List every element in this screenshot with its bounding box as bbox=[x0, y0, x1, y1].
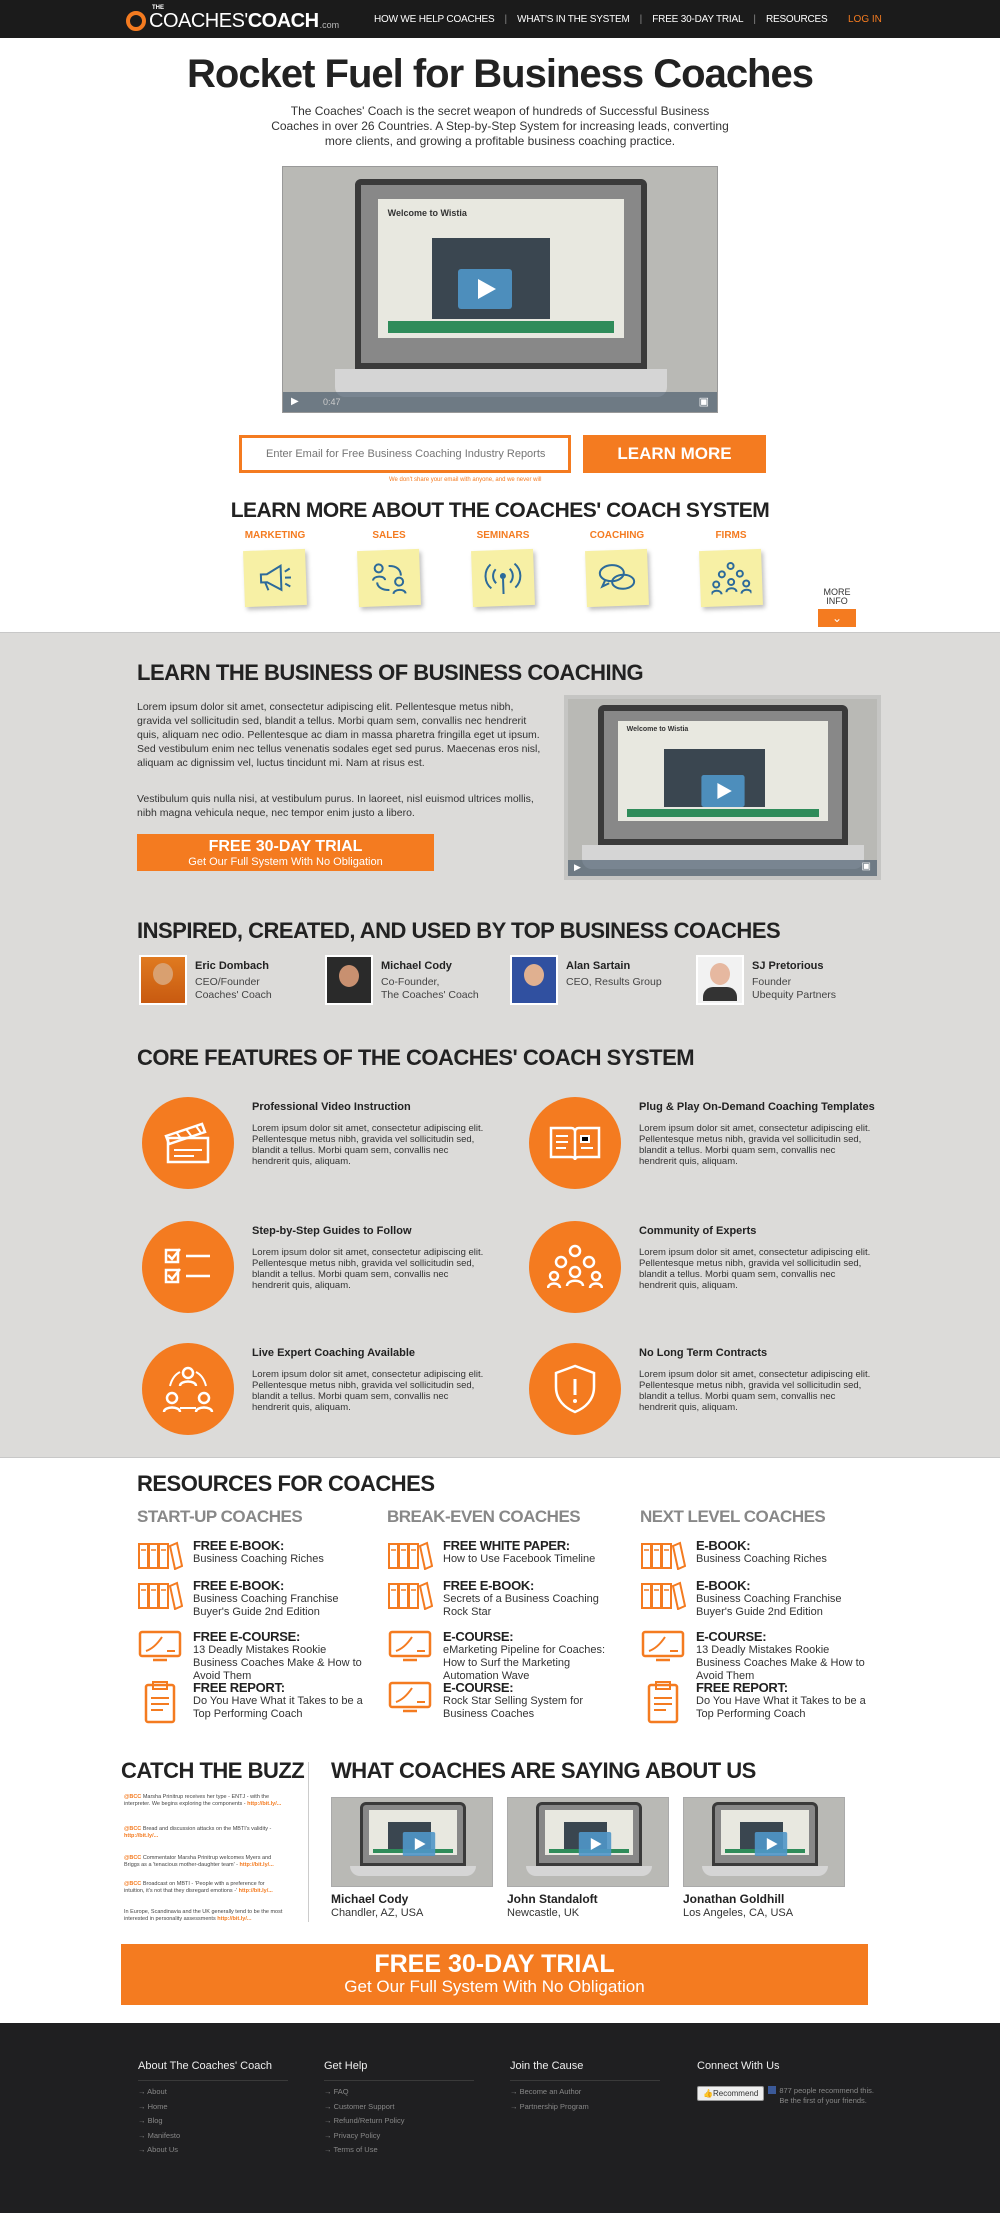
footer-link[interactable]: → Blog bbox=[138, 2116, 163, 2125]
video-inner-title: Welcome to Wistia bbox=[387, 207, 467, 218]
nav-separator: | bbox=[753, 13, 756, 25]
team-icon bbox=[699, 549, 763, 607]
footer-connect-heading: Connect With Us bbox=[697, 2060, 780, 2072]
trial-button-sub: Get Our Full System With No Obligation bbox=[188, 856, 383, 868]
logo-text-2: COACH bbox=[247, 10, 319, 32]
chat-bubbles-icon bbox=[585, 549, 649, 607]
resource-item[interactable] bbox=[137, 1578, 367, 1628]
learn-section-title: LEARN THE BUSINESS OF BUSINESS COACHING bbox=[137, 660, 644, 685]
trial-button-main: FREE 30-DAY TRIAL bbox=[208, 838, 363, 855]
resource-type: FREE E-BOOK: bbox=[443, 1578, 535, 1593]
coach-role bbox=[566, 976, 662, 989]
resource-type: FREE E-BOOK: bbox=[193, 1578, 285, 1593]
footer-link-label: Privacy Policy bbox=[333, 2130, 381, 2140]
play-icon[interactable] bbox=[403, 1832, 435, 1856]
avatar bbox=[139, 955, 187, 1005]
coach-role-line: Coaches' Coach bbox=[195, 989, 272, 1001]
resource-title[interactable]: 13 Deadly Mistakes Rookie Business Coaches Make & How to Avoid Them bbox=[696, 1644, 865, 1682]
books-icon bbox=[640, 1578, 686, 1614]
coach-role bbox=[752, 976, 836, 1002]
footer-link[interactable]: → Home bbox=[138, 2101, 168, 2111]
recommend-label: Recommend bbox=[712, 2089, 759, 2098]
avatar bbox=[696, 955, 744, 1005]
more-info-label-2: INFO bbox=[826, 596, 848, 606]
buzz-text: In Europe, Scandinavia and the UK generally tend to be the most interested in personality assessments bbox=[124, 1909, 283, 1922]
footer-link[interactable]: → About Us bbox=[138, 2145, 179, 2154]
screen-icon bbox=[640, 1629, 686, 1665]
footer-link-label: Refund/Return Policy bbox=[333, 2116, 405, 2125]
learn-video-player[interactable] bbox=[564, 695, 881, 880]
resource-item[interactable] bbox=[137, 1629, 367, 1682]
shield-alert-icon bbox=[529, 1343, 621, 1435]
footer-heading: About The Coaches' Coach bbox=[138, 2060, 288, 2081]
feature-text: Lorem ipsum dolor sit amet, consectetur adipiscing elit. Pellentesque metus nibh, gravida vel sollicitudin sed, blandit a tellus. Morbi quam sem, convallis nec hendrerit quis, aliquam. bbox=[639, 1123, 871, 1167]
footer-link[interactable]: → Become an Author bbox=[510, 2087, 582, 2096]
clipboard-icon bbox=[137, 1680, 183, 1716]
nav-links bbox=[374, 0, 828, 38]
books-icon bbox=[387, 1578, 433, 1614]
recommend-text: 877 people recommend this. Be the first of your friends. bbox=[779, 2086, 874, 2105]
buzz-text: Commentator Marsha Prinitrup welcomes Myers and Briggs as a 'tenacious mother-daughter team' - bbox=[124, 1855, 272, 1868]
footer-link[interactable]: → Partnership Program bbox=[510, 2101, 589, 2111]
video-controls bbox=[283, 392, 717, 412]
buzz-link[interactable]: http://bit.ly/... bbox=[238, 1888, 273, 1894]
coach-card bbox=[325, 955, 505, 1005]
footer-link-label: About bbox=[147, 2087, 167, 2096]
resource-item[interactable] bbox=[640, 1680, 870, 1730]
buzz-item bbox=[124, 1826, 284, 1840]
resource-type: FREE REPORT: bbox=[193, 1680, 285, 1695]
footer-link-label: FAQ bbox=[333, 2087, 349, 2096]
resources-column-heading: START-UP COACHES bbox=[137, 1507, 303, 1526]
buzz-handle[interactable]: @BCC bbox=[124, 1881, 142, 1887]
coach-role bbox=[195, 976, 272, 1002]
laptop-keyboard bbox=[526, 1866, 652, 1876]
coach-role-line: The Coaches' Coach bbox=[381, 989, 479, 1001]
small-play-icon[interactable]: ▶ bbox=[574, 862, 581, 872]
system-item-label: COACHING bbox=[589, 530, 645, 541]
buzz-handle[interactable]: @BCC bbox=[124, 1855, 142, 1861]
resource-item[interactable] bbox=[640, 1629, 870, 1682]
laptop-keyboard bbox=[702, 1866, 828, 1876]
resource-type: FREE WHITE PAPER: bbox=[443, 1538, 570, 1553]
hero-title: Rocket Fuel for Business Coaches bbox=[187, 52, 813, 96]
footer-link-label: About Us bbox=[147, 2145, 179, 2154]
more-info-label-1: MORE bbox=[823, 587, 851, 597]
coach-card bbox=[696, 955, 876, 1005]
system-item-label: FIRMS bbox=[715, 530, 747, 541]
resource-type: E-COURSE: bbox=[696, 1629, 767, 1644]
resource-title[interactable]: Rock Star Selling System for Business Coaches bbox=[443, 1695, 583, 1720]
system-item-firms[interactable] bbox=[696, 530, 766, 606]
clapperboard-icon bbox=[142, 1097, 234, 1189]
logo-the: THE bbox=[152, 5, 164, 11]
footer-column bbox=[324, 2060, 474, 2158]
buzz-item bbox=[124, 1881, 284, 1895]
coach-role-line: CEO, Results Group bbox=[566, 976, 662, 988]
buzz-item bbox=[124, 1855, 284, 1869]
resources-title: RESOURCES FOR COACHES bbox=[137, 1471, 435, 1496]
feature-text: Lorem ipsum dolor sit amet, consectetur adipiscing elit. Pellentesque metus nibh, gravida vel sollicitudin sed, blandit a tellus. Morbi quam sem, convallis nec hendrerit quis, aliquam. bbox=[639, 1369, 871, 1413]
screen-icon bbox=[137, 1629, 183, 1665]
system-item-seminars[interactable] bbox=[468, 530, 538, 606]
buzz-handle[interactable]: @BCC bbox=[124, 1826, 142, 1832]
features-section-title: CORE FEATURES OF THE COACHES' COACH SYSTEM bbox=[137, 1045, 695, 1070]
footer-link-label: Partnership Program bbox=[519, 2101, 589, 2111]
footer-link-label: Become an Author bbox=[519, 2087, 582, 2096]
nav-separator: | bbox=[639, 13, 643, 25]
play-icon[interactable] bbox=[701, 775, 744, 807]
feature-title: Community of Experts bbox=[639, 1225, 757, 1237]
footer-link[interactable]: → About bbox=[138, 2087, 167, 2096]
checklist-icon bbox=[142, 1221, 234, 1313]
resources-column-heading: NEXT LEVEL COACHES bbox=[640, 1507, 826, 1526]
nav-link-resources[interactable]: RESOURCES bbox=[765, 13, 828, 25]
footer-connect bbox=[697, 2060, 877, 2106]
books-icon bbox=[137, 1578, 183, 1614]
resource-item[interactable] bbox=[387, 1629, 617, 1682]
coach-name: Alan Sartain bbox=[566, 960, 631, 972]
buzz-title: CATCH THE BUZZ bbox=[121, 1758, 305, 1783]
testimonials-title: WHAT COACHES ARE SAYING ABOUT US bbox=[331, 1758, 756, 1783]
system-item-label: SEMINARS bbox=[476, 530, 530, 541]
big-free-trial-button[interactable] bbox=[121, 1944, 868, 2005]
resource-type: E-COURSE: bbox=[443, 1680, 514, 1695]
resource-item[interactable] bbox=[387, 1680, 617, 1730]
nav-separator: | bbox=[504, 13, 508, 25]
resource-title[interactable]: How to Use Facebook Timeline bbox=[443, 1553, 596, 1565]
resource-type: FREE E-COURSE: bbox=[193, 1629, 301, 1644]
system-item-sales[interactable] bbox=[354, 530, 424, 606]
footer-link[interactable]: → Customer Support bbox=[324, 2101, 395, 2111]
play-icon[interactable] bbox=[755, 1832, 787, 1856]
footer-link-label: Home bbox=[147, 2101, 168, 2111]
top-nav bbox=[0, 0, 1000, 38]
testimonial-video[interactable] bbox=[507, 1797, 669, 1887]
footer-link[interactable]: → Terms of Use bbox=[324, 2145, 378, 2154]
coach-role-line: Founder bbox=[752, 976, 792, 988]
nav-link-whats-in-system[interactable]: WHAT'S IN THE SYSTEM bbox=[517, 13, 630, 25]
coach-card bbox=[139, 955, 319, 1005]
coaches-section-title: INSPIRED, CREATED, AND USED BY TOP BUSINESS COACHES bbox=[137, 918, 781, 943]
resource-type: FREE E-BOOK: bbox=[193, 1538, 285, 1553]
books-icon bbox=[387, 1538, 433, 1574]
fullscreen-icon[interactable]: ▣ bbox=[698, 396, 709, 408]
fullscreen-icon[interactable]: ▣ bbox=[861, 861, 871, 872]
feature-title: Live Expert Coaching Available bbox=[252, 1347, 416, 1359]
footer-column bbox=[510, 2060, 660, 2114]
nav-link-free-trial[interactable]: FREE 30-DAY TRIAL bbox=[652, 13, 744, 25]
footer-link-label: Customer Support bbox=[333, 2101, 395, 2111]
video-green-bar bbox=[627, 809, 820, 817]
resource-title[interactable]: Business Coaching Riches bbox=[193, 1553, 324, 1565]
coaching-cycle-icon bbox=[142, 1343, 234, 1435]
coach-role-line: Co-Founder, bbox=[381, 976, 440, 988]
people-exchange-icon bbox=[357, 549, 421, 607]
books-icon bbox=[640, 1538, 686, 1574]
testimonial-video[interactable] bbox=[683, 1797, 845, 1887]
coach-role-line: Ubequity Partners bbox=[752, 989, 837, 1001]
coach-name: Eric Dombach bbox=[195, 960, 269, 972]
logo-ring-icon bbox=[126, 11, 146, 31]
learn-more-button[interactable]: LEARN MORE bbox=[583, 435, 766, 473]
video-time: 0:47 bbox=[323, 397, 341, 407]
system-item-label: MARKETING bbox=[244, 530, 306, 541]
feature-text: Lorem ipsum dolor sit amet, consectetur adipiscing elit. Pellentesque metus nibh, gravida vel sollicitudin sed, blandit a tellus. Morbi quam sem, convallis nec hendrerit quis, aliquam. bbox=[252, 1247, 484, 1291]
books-icon bbox=[137, 1538, 183, 1574]
resource-title[interactable]: Do You Have What it Takes to be a Top Performing Coach bbox=[193, 1695, 363, 1720]
coach-role bbox=[381, 976, 479, 1002]
avatar bbox=[325, 955, 373, 1005]
laptop-keyboard bbox=[350, 1866, 476, 1876]
buzz-link[interactable]: http://bit.ly/... bbox=[239, 1862, 274, 1868]
footer-link-label: Terms of Use bbox=[333, 2145, 378, 2154]
email-input[interactable] bbox=[239, 435, 571, 473]
login-link[interactable]: LOG IN bbox=[848, 14, 882, 25]
footer-link[interactable]: → FAQ bbox=[324, 2087, 349, 2096]
megaphone-icon bbox=[243, 549, 307, 607]
clipboard-icon bbox=[640, 1680, 686, 1716]
buzz-link[interactable]: http://bit.ly/... bbox=[247, 1801, 282, 1807]
big-trial-sub: Get Our Full System With No Obligation bbox=[344, 1977, 645, 1996]
buzz-text: Marsha Prinitrup receives her type - ENTJ - with the interpreter. We begins exploring the components - bbox=[124, 1794, 270, 1807]
resources-column-heading: BREAK-EVEN COACHES bbox=[387, 1507, 581, 1526]
footer-link-label: Manifesto bbox=[147, 2130, 181, 2140]
screen-icon bbox=[387, 1680, 433, 1716]
resource-title[interactable]: Business Coaching Riches bbox=[696, 1553, 827, 1565]
avatar bbox=[510, 955, 558, 1005]
footer-heading: Get Help bbox=[324, 2060, 474, 2081]
resource-title[interactable]: Do You Have What it Takes to be a Top Performing Coach bbox=[696, 1695, 866, 1720]
more-info-button[interactable] bbox=[818, 588, 856, 627]
thumbs-up-icon: 👍 bbox=[703, 2089, 713, 2098]
video-controls bbox=[568, 860, 877, 876]
logo-text-1: COACHES' bbox=[149, 10, 248, 32]
screen-icon bbox=[387, 1629, 433, 1665]
broadcast-icon bbox=[471, 549, 535, 607]
privacy-note: We don't share your email with anyone, and we never will bbox=[389, 477, 542, 483]
footer-link-label: Blog bbox=[147, 2116, 163, 2125]
system-item-label: SALES bbox=[372, 530, 406, 541]
coach-name: SJ Pretorious bbox=[752, 960, 824, 972]
coach-card bbox=[510, 955, 690, 1005]
testimonial-location: Los Angeles, CA, USA bbox=[683, 1907, 794, 1919]
footer-link[interactable]: → Privacy Policy bbox=[324, 2130, 381, 2140]
resource-item[interactable] bbox=[137, 1680, 367, 1730]
resource-type: E-BOOK: bbox=[696, 1578, 751, 1593]
feature-text: Lorem ipsum dolor sit amet, consectetur adipiscing elit. Pellentesque metus nibh, gravida vel sollicitudin sed, blandit a tellus. Morbi quam sem, convallis nec hendrerit quis, aliquam. bbox=[252, 1369, 484, 1413]
video-green-bar bbox=[388, 321, 615, 332]
testimonial-name: John Standaloft bbox=[507, 1892, 598, 1906]
facebook-icon bbox=[768, 2086, 776, 2094]
coach-name: Michael Cody bbox=[381, 960, 452, 972]
buzz-item bbox=[124, 1909, 284, 1923]
community-icon bbox=[529, 1221, 621, 1313]
footer-column bbox=[138, 2060, 288, 2158]
buzz-text: Broadcast on MBTI - 'People with a preference for intuition, it's not that they disregard emotions -' bbox=[124, 1881, 265, 1894]
coach-role-line: CEO/Founder bbox=[195, 976, 260, 988]
hero-subtitle: The Coaches' Coach is the secret weapon of hundreds of Successful Business Coaches in over 26 Countries. A Step-by-Step System for increasing leads, converting more clients, and growing a profitable business coaching practice. bbox=[271, 104, 729, 148]
free-trial-button[interactable] bbox=[137, 834, 434, 871]
system-item-marketing[interactable] bbox=[240, 530, 310, 606]
video-inner-title: Welcome to Wistia bbox=[626, 726, 689, 734]
resource-type: FREE REPORT: bbox=[696, 1680, 788, 1695]
chevron-down-icon: ⌄ bbox=[818, 609, 856, 627]
site-logo[interactable] bbox=[126, 5, 340, 32]
system-item-coaching[interactable] bbox=[582, 530, 652, 606]
resource-type: E-COURSE: bbox=[443, 1629, 514, 1644]
small-play-icon[interactable]: ▶ bbox=[291, 396, 299, 407]
feature-title: Step-by-Step Guides to Follow bbox=[252, 1225, 412, 1237]
system-title: LEARN MORE ABOUT THE COACHES' COACH SYSTEM bbox=[230, 499, 770, 522]
resource-title[interactable]: 13 Deadly Mistakes Rookie Business Coaches Make & How to Avoid Them bbox=[193, 1644, 362, 1682]
feature-title: Professional Video Instruction bbox=[252, 1101, 411, 1113]
learn-paragraph-2: Vestibulum quis nulla nisi, at vestibulum purus. In laoreet, nisl euismod ultrices mollis, nibh magna vehicula neque, nec tempor enim justo a libero. bbox=[137, 793, 534, 819]
hero-video-player[interactable] bbox=[282, 166, 718, 413]
buzz-item bbox=[124, 1794, 284, 1808]
play-icon[interactable] bbox=[579, 1832, 611, 1856]
buzz-divider bbox=[308, 1762, 309, 1922]
feature-text: Lorem ipsum dolor sit amet, consectetur adipiscing elit. Pellentesque metus nibh, gravida vel sollicitudin sed, blandit a tellus. Morbi quam sem, convallis nec hendrerit quis, aliquam. bbox=[639, 1247, 871, 1291]
feature-title: Plug & Play On-Demand Coaching Templates bbox=[639, 1101, 875, 1113]
testimonial-location: Chandler, AZ, USA bbox=[331, 1907, 424, 1919]
feature-title: No Long Term Contracts bbox=[639, 1347, 768, 1359]
feature-text: Lorem ipsum dolor sit amet, consectetur adipiscing elit. Pellentesque metus nibh, gravida vel sollicitudin sed, blandit a tellus. Morbi quam sem, convallis nec hendrerit quis, aliquam. bbox=[252, 1123, 484, 1167]
logo-tld: .com bbox=[319, 20, 340, 30]
resource-title[interactable]: Business Coaching Franchise Buyer's Guide 2nd Edition bbox=[696, 1593, 842, 1618]
nav-link-how-we-help[interactable]: HOW WE HELP COACHES bbox=[374, 13, 495, 25]
footer-link[interactable]: → Manifesto bbox=[138, 2130, 181, 2140]
resource-type: E-BOOK: bbox=[696, 1538, 751, 1553]
buzz-text: Bread and discussion attacks on the MBTI's validity - bbox=[142, 1826, 272, 1832]
testimonial-location: Newcastle, UK bbox=[507, 1907, 580, 1919]
play-icon[interactable] bbox=[458, 269, 512, 309]
footer-link[interactable]: → Refund/Return Policy bbox=[324, 2116, 405, 2125]
footer-heading: Join the Cause bbox=[510, 2060, 660, 2081]
testimonial-video[interactable] bbox=[331, 1797, 493, 1887]
buzz-link[interactable]: http://bit.ly/... bbox=[124, 1833, 159, 1839]
buzz-handle[interactable]: @BCC bbox=[124, 1794, 142, 1800]
testimonial-name: Jonathan Goldhill bbox=[683, 1892, 785, 1906]
recommend-button[interactable] bbox=[697, 2086, 764, 2101]
testimonial-name: Michael Cody bbox=[331, 1892, 409, 1906]
resource-title[interactable]: Business Coaching Franchise Buyer's Guide 2nd Edition bbox=[193, 1593, 339, 1618]
resource-item[interactable] bbox=[640, 1578, 870, 1628]
resource-title[interactable]: eMarketing Pipeline for Coaches: How to Surf the Marketing Automation Wave bbox=[443, 1644, 606, 1682]
buzz-link[interactable]: http://bit.ly/... bbox=[217, 1916, 252, 1922]
resource-title[interactable]: Secrets of a Business Coaching Rock Star bbox=[443, 1593, 599, 1618]
open-book-icon bbox=[529, 1097, 621, 1189]
resource-item[interactable] bbox=[387, 1578, 617, 1628]
big-trial-main: FREE 30-DAY TRIAL bbox=[374, 1950, 615, 1978]
learn-paragraph-1: Lorem ipsum dolor sit amet, consectetur adipiscing elit. Pellentesque metus nibh, gravida vel sollicitudin sed, blandit a tellus. Morbi quam sem, convallis nec hendrerit quis, aliquam nec odio. Pellentesque ac diam in massa pharetra fringilla eget ut ipsum. Sed vestibulum enim nec tellus venenatis sodales eget sed purus. Maecenas eros nisl, aliquam ac dignissim vel, luctus tincidunt mi. Nam at risus est. bbox=[137, 701, 541, 769]
